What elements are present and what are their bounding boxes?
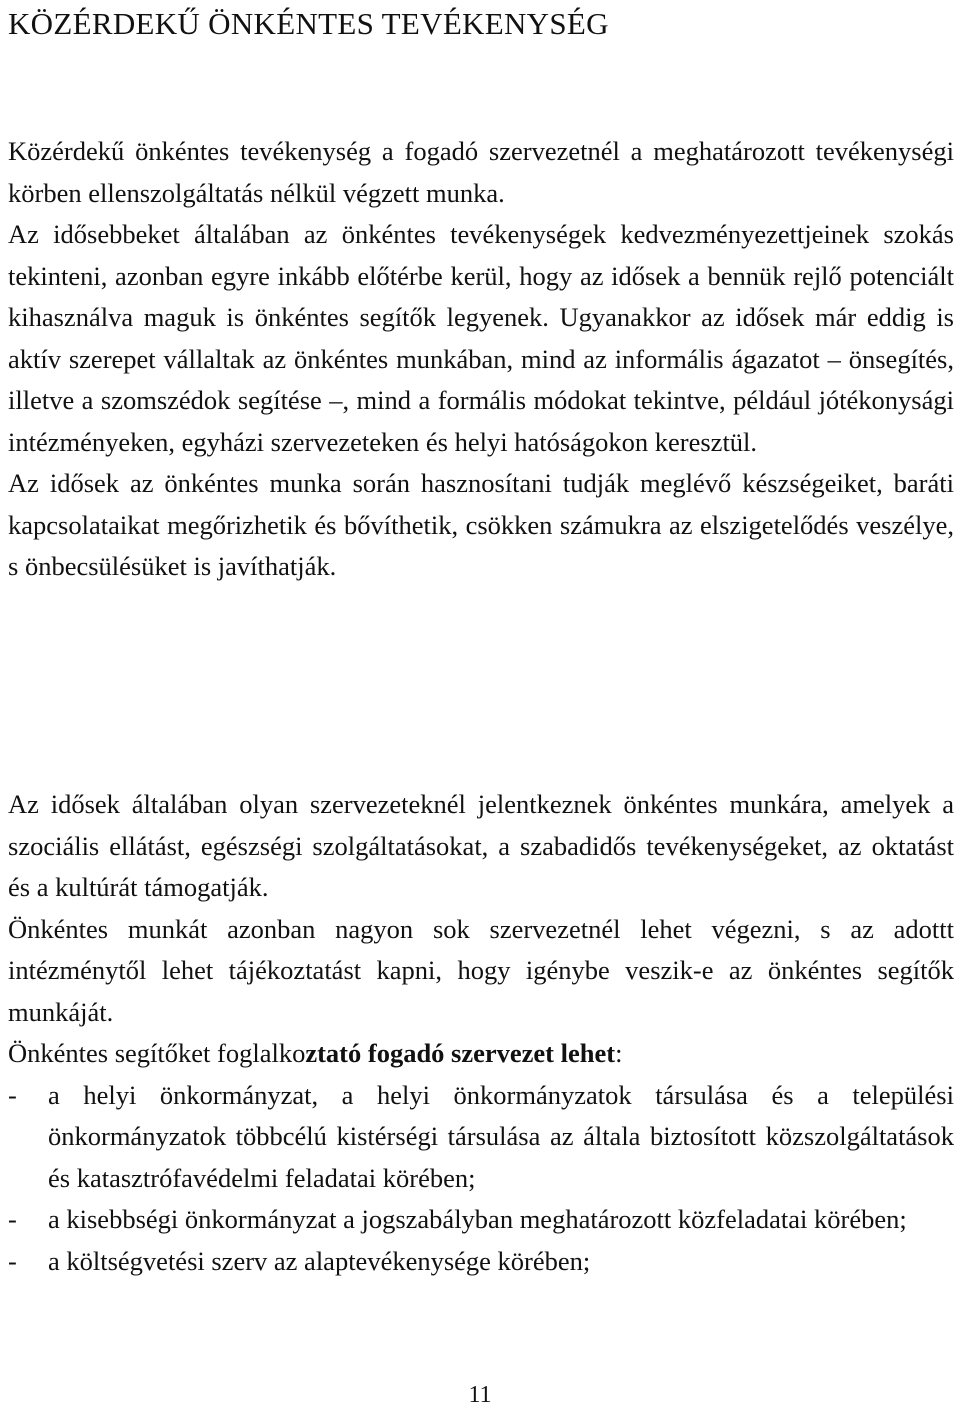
- host-organization-list: [8, 1075, 954, 1283]
- paragraph-benefits: Az idősek az önkéntes munka során hasznosítani tudják meglévő készségeiket, baráti kapcsolataikat megőrizhetik és bővíthetik, csökken számukra az elszigetelődés veszélye, s önbecsülésüket is javíthatják.: [8, 468, 954, 581]
- page-number: 11: [468, 1382, 492, 1408]
- paragraph-elderly-role: Az idősebbeket általában az önkéntes tevékenységek kedvezményezettjeinek szokás tekinteni, azonban egyre inkább előtérbe kerül, hogy az idősek a bennük rejlő potenciált kihasználva maguk is önkéntes segítők legyenek. Ugyanakkor az idősek már eddig is aktív szerepet vállaltak az önkéntes munkában, mind az informális ágazatot – önsegítés, illetve a szomszédok segítése –, mind a formális módokat tekintve, például jótékonysági intézményeken, egyházi szervezeteken és helyi hatóságokon keresztül.: [8, 219, 954, 457]
- list-intro-end: :: [615, 1038, 623, 1068]
- text-block-1: [8, 131, 954, 588]
- list-item: [8, 1075, 954, 1200]
- list-item-text: a kisebbségi önkormányzat a jogszabályban meghatározott közfeladatai körében;: [48, 1204, 907, 1234]
- text-block-2: [8, 784, 954, 1282]
- document-page: [8, 0, 954, 1276]
- paragraph-information: Önkéntes munkát azonban nagyon sok szervezetnél lehet végezni, s az adottt intézménytől lehet tájékoztatást kapni, hogy igénybe veszik-e az önkéntes segítők munkáját.: [8, 913, 954, 1027]
- list-intro: [8, 1033, 954, 1075]
- list-dash: -: [8, 1204, 17, 1234]
- list-item: [8, 1199, 954, 1241]
- paragraph-organizations: Az idősek általában olyan szervezeteknél jelentkeznek önkéntes munkára, amelyek a szociális ellátást, egészségi szolgáltatásokat, a szabadidős tevékenységeket, az oktatást és a kultúrát támogatják.: [8, 789, 954, 902]
- list-intro-bold: ztató fogadó szervezet lehet: [305, 1038, 616, 1068]
- list-dash: -: [8, 1245, 17, 1276]
- list-item-text: a helyi önkormányzat, a helyi önkormányzatok társulása és a települési önkormányzatok többcélú kistérségi társulása az általa biztosított közszolgáltatások és katasztrófavédelmi feladatai körében;: [48, 1079, 954, 1193]
- list-dash: -: [8, 1079, 17, 1110]
- page-title: KÖZÉRDEKŰ ÖNKÉNTES TEVÉKENYSÉG: [8, 6, 609, 41]
- paragraph-definition: Közérdekű önkéntes tevékenység a fogadó szervezetnél a meghatározott tevékenységi körben ellenszolgáltatás nélkül végzett munka.: [8, 136, 954, 208]
- list-intro-plain: Önkéntes segítőket foglalko: [8, 1038, 306, 1068]
- list-item: [8, 1241, 954, 1283]
- list-item-text: a költségvetési szerv az alaptevékenysége körében;: [48, 1245, 591, 1276]
